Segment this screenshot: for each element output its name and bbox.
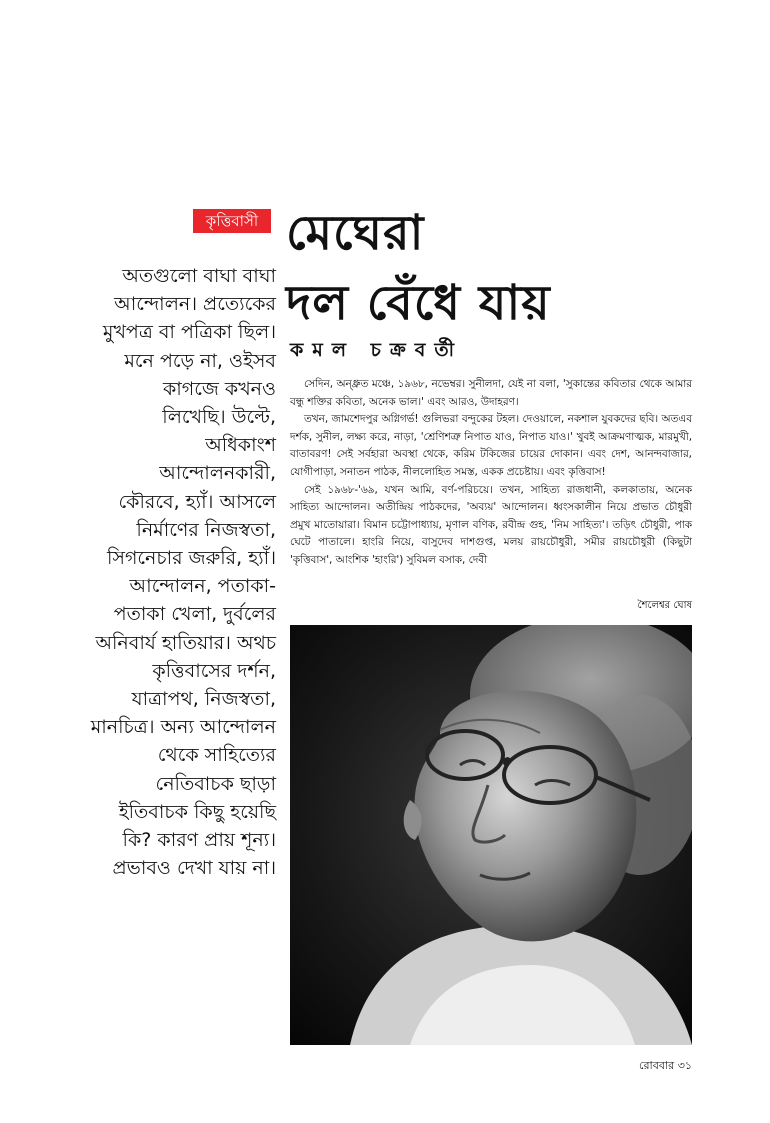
pull-quote [76,262,276,882]
pull-quote-line: যাত্রাপথ, নিজস্বতা, [131,688,276,711]
portrait-photo-icon [290,625,692,1045]
pull-quote-line: লিখেছি। উল্টে, [162,406,276,429]
photo-credit: শৈলেশ্বর ঘোষ [637,600,692,611]
body-paragraph: সেই ১৯৬৮-'৬৯, যখন আমি, বর্ণ-পরিচয়ে। তখন, সাহিত্য রাজধানী, কলকাতায়, অনেক সাহিত্য আন্দোলন। অতীন্দ্রিয় পাঠকদের, 'অব্যয়' আন্দোলন। ধ্বংসকালীন নিয়ে প্রভাত চৌধুরী প্রমুখ মাতোয়ারা। বিমান চট্টোপাধ্যায়, মৃণাল বণিক, রবীন্দ্র গুহ, 'নিম সাহিত্য'। তড়িৎ চৌধুরী, পাক ঘেটে পাতালে। হাংরি নিয়ে, বাসুদেব দাশগুপ্ত, মলয় রায়চৌধুরী, সমীর রায়চৌধুরী (কিছুটা 'কৃত্তিবাস', আংশিক 'হাংরি') সুবিমল বসাক, দেবী [290,483,692,566]
pull-quote-line: মনে পড়ে না, ওইসব [124,349,276,372]
pull-quote-line: অনিবার্য হাতিয়ার। অথচ [95,631,276,654]
pull-quote-line: আন্দোলন। প্রত্যেকের [114,293,276,316]
pull-quote-line: অধিকাংশ [205,434,276,457]
pull-quote-line: কাগজে কখনও [162,377,276,400]
pull-quote-line: আন্দোলনকারী, [159,462,276,485]
pull-quote-line: থেকে সাহিত্যের [157,744,276,767]
pull-quote-line: নেতিবাচক ছাড়া [155,772,276,795]
pull-quote-line: আন্দোলন, পতাকা- [129,575,276,598]
author-byline: কমল চক্রবর্তী [290,339,464,361]
headline-line-2: দল বেঁধে যায় [286,275,551,331]
pull-quote-line: কৃত্তিবাসের দর্শন, [152,659,276,682]
pull-quote-line: মুখপত্র বা পত্রিকা ছিল। [102,321,276,344]
page-footer: রোববার ৩১ [639,1059,692,1072]
pull-quote-line: নির্মাণের নিজস্বতা, [136,518,276,541]
headline-line-1: মেঘেরা [286,205,425,261]
pull-quote-line: কি? কারণ প্রায় শূন্য। [122,829,276,852]
pull-quote-line: অতগুলো বাঘা বাঘা [122,265,276,287]
pull-quote-line: মানচিত্র। অন্য আন্দোলন [90,716,276,739]
section-tag: কৃত্তিবাসী [193,209,271,233]
body-paragraph: তখন, জামশেদপুর অগ্নিগর্ভ! গুলিভরা বন্দুকের টহল। দেওয়ালে, নকশাল যুবকদের ছবি। অতএব দর্শক, সুনীল, লক্ষ্য করে, নাড়া, 'শ্রেণিশত্রু নিপাত যাও, নিপাত যাও।' খুবই আক্রমণাত্মক, মারমুখী, বাতাবরণ! সেই সর্বহারা অবস্থা থেকে, করিম টকিজের চায়ের দোকান। এবং দেশ, আনন্দবাজার, যোগীপাড়া, সনাতন পাঠক, নীললোহিত সমস্ত, একক প্রচেষ্টায়। এবং কৃত্তিবাস! [290,413,692,478]
pull-quote-line: কৌরবে, হ্যাঁ। আসলে [118,490,276,513]
body-paragraph: সেদিন, অন্ধ্রুত মঞ্চে, ১৯৬৮, নভেম্বর। সুনীলদা, যেই না বলা, 'সুকান্তের কবিতার থেকে আমার বন্ধু শক্তির কবিতা, অনেক ভাল।' এবং আরও, উদাহরণ। [290,378,692,408]
pull-quote-line: পতাকা খেলা, দুর্বলের [113,603,276,626]
article-headline [286,198,726,338]
pull-quote-line: ইতিবাচক কিছু হয়েছি [118,800,276,823]
article-body [290,376,692,570]
pull-quote-line: প্রভাবও দেখা যায় না। [112,857,276,880]
pull-quote-line: সিগনেচার জরুরি, হ্যাঁ। [106,547,276,570]
